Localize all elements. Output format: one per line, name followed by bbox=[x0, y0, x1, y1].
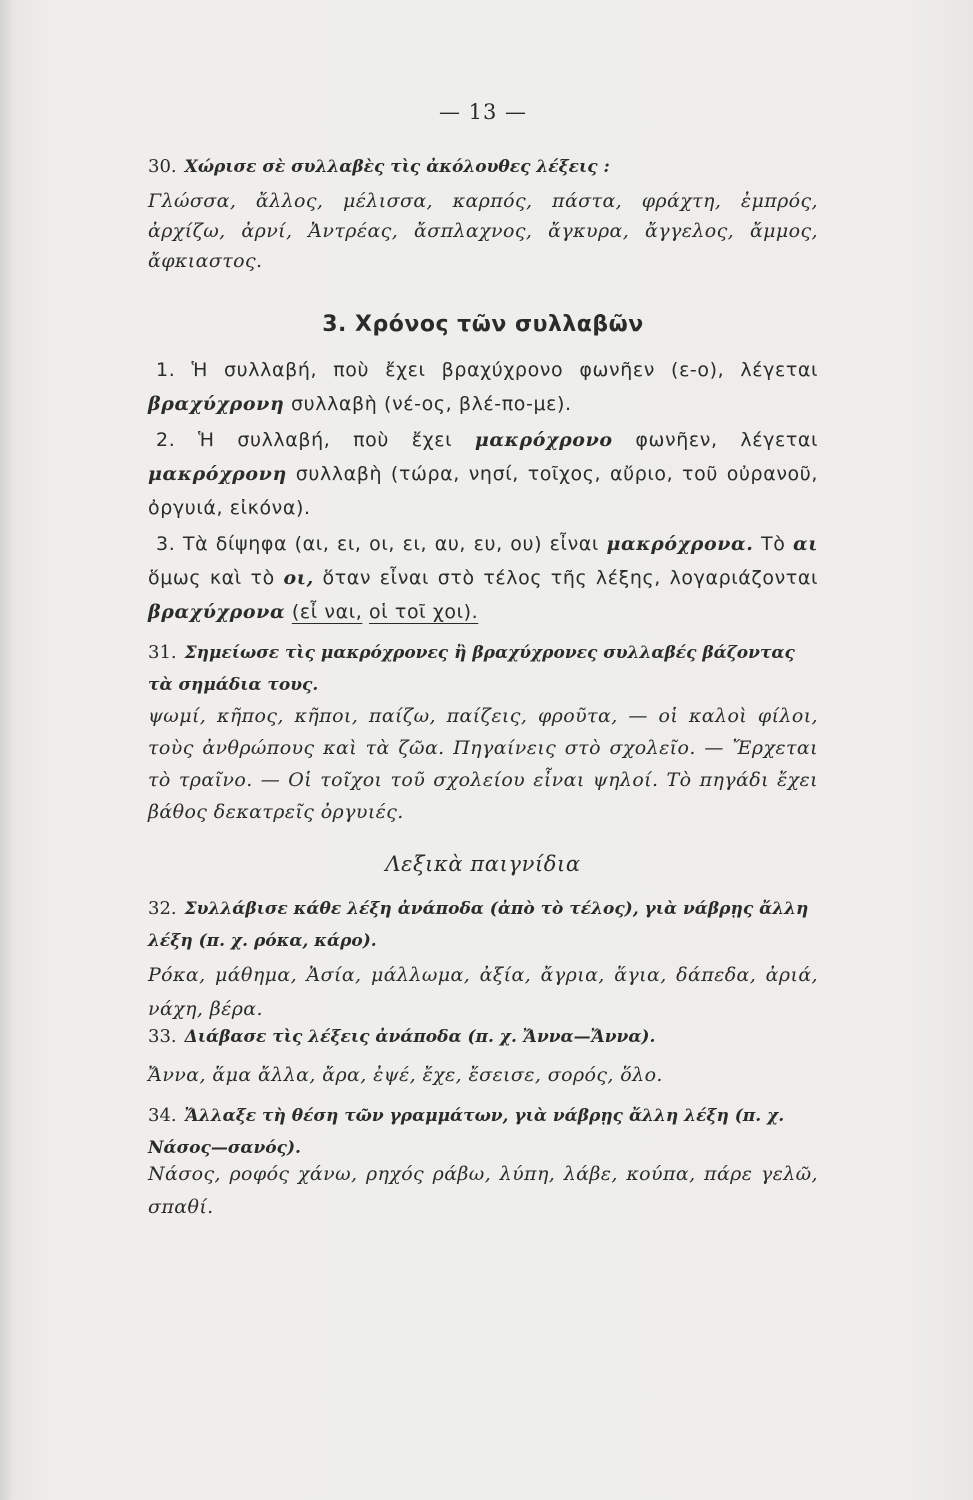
page-number: — 13 — bbox=[438, 100, 528, 124]
rule-number: 3. bbox=[156, 533, 176, 555]
exercise-32-words: Ρόκα, μάθημα, Ἀσία, μάλλωμα, ἀξία, ἄγρια, ἅγια, δάπεδα, ἀριά, νάχη, βέρα. bbox=[148, 964, 818, 1020]
rule-text: φωνῆεν, λέγεται bbox=[635, 429, 819, 451]
rule-text: Τὸ bbox=[761, 533, 786, 555]
rule-term: βραχύχρονα bbox=[148, 601, 286, 623]
rule-number: 1. bbox=[156, 359, 176, 381]
exercise-31-instruction bbox=[148, 637, 818, 701]
instruction-text: Συλλάβισε κάθε λέξη ἀνάποδα (ἀπὸ τὸ τέλος), γιὰ νάβρῃς ἄλλη λέξη (π. χ. ρόκα, κάρο). bbox=[148, 899, 809, 951]
rule-1 bbox=[148, 353, 818, 421]
exercise-33-instruction bbox=[148, 1022, 818, 1052]
exercise-30-words: Γλώσσα, ἄλλος, μέλισσα, καρπός, πάστα, φράχτη, ἐμπρός, ἀρχίζω, ἀρνί, Ἀντρέας, ἄσπλαχνος, ἄγκυρα, ἄγγελος, ἄμμος, ἄφκιαστος. bbox=[148, 190, 818, 272]
rule-term: μακρόχρονο bbox=[474, 429, 613, 451]
rule-number: 2. bbox=[156, 429, 176, 451]
rule-text: συλλαβὴ (τώρα, νησί, τοῖχος, αὔριο, τοῦ οὐρανοῦ, ὀργυιά, εἰκόνα). bbox=[148, 463, 818, 519]
instruction-text: Ἄλλαξε τὴ θέση τῶν γραμμάτων, γιὰ νάβρῃς ἄλλη λέξη (π. χ. Νάσος—σανός). bbox=[148, 1106, 785, 1158]
exercise-number: 33. bbox=[148, 1026, 177, 1047]
rule-2 bbox=[148, 423, 818, 525]
exercise-31-words: ψωμί, κῆπος, κῆποι, παίζω, παίζεις, φροῦτα, — οἱ καλοὶ φίλοι, τοὺς ἀνθρώπους καὶ τὰ ζῶα. Πηγαίνεις στὸ σχολεῖο. — Ἔρχεται τὸ τραῖνο. — Οἱ τοῖχοι τοῦ σχολείου εἶναι ψηλοί. Τὸ πηγάδι ἔχει βάθος δεκατρεῖς ὀργυιές. bbox=[148, 705, 818, 823]
games-subtitle: Λεξικὰ παιγνίδια bbox=[385, 852, 581, 876]
instruction-text: Χώρισε σὲ συλλαβὲς τὶς ἀκόλουθες λέξεις : bbox=[184, 157, 610, 177]
rule-term: οι, bbox=[283, 567, 314, 589]
exercise-number: 32. bbox=[148, 898, 177, 919]
rule-text: Ἡ συλλαβή, ποὺ ἔχει bbox=[198, 429, 453, 451]
rule-text: ὅμως καὶ τὸ bbox=[148, 567, 275, 589]
rule-example: οἱ τοῖ χοι). bbox=[369, 601, 479, 623]
rule-term: βραχύχρονη bbox=[148, 393, 285, 415]
rule-example: (εἶ ναι, bbox=[291, 601, 363, 623]
exercise-number: 30. bbox=[148, 156, 177, 177]
exercise-34-words: Νάσος, ροφός χάνω, ρηχός ράβω, λύπη, λάβε, κούπα, πάρε γελῶ, σπαθί. bbox=[148, 1163, 818, 1218]
rule-text: Τὰ δίψηφα (αι, ει, οι, ει, αυ, ευ, ου) εἶναι bbox=[182, 533, 599, 555]
instruction-text: Σημείωσε τὶς μακρόχρονες ἢ βραχύχρονες συλλαβές βάζοντας τὰ σημάδια τους. bbox=[148, 643, 795, 695]
page-spine-shadow bbox=[0, 0, 14, 1500]
rule-3 bbox=[148, 527, 818, 629]
rule-term: μακρόχρονη bbox=[148, 463, 287, 485]
section-title: 3. Χρόνος τῶν συλλαβῶν bbox=[322, 312, 644, 337]
rule-text: συλλαβὴ (νέ-ος, βλέ-πο-με). bbox=[291, 393, 572, 415]
exercise-30-instruction bbox=[148, 152, 818, 182]
exercise-34-instruction bbox=[148, 1100, 818, 1164]
exercise-33-words: Ἄννα, ἅμα ἄλλα, ἄρα, ἐψέ, ἔχε, ἔσεισε, σορός, ὅλο. bbox=[148, 1064, 663, 1086]
exercise-number: 34. bbox=[148, 1105, 177, 1126]
exercise-32-instruction bbox=[148, 893, 818, 957]
rule-text: Ἡ συλλαβή, ποὺ ἔχει βραχύχρονο φωνῆεν (ε-ο), λέγεται bbox=[191, 359, 819, 381]
rule-term: αι bbox=[793, 533, 819, 555]
exercise-number: 31. bbox=[148, 642, 177, 663]
rule-text: ὅταν εἶναι στὸ τέλος τῆς λέξης, λογαριάζονται bbox=[322, 567, 818, 589]
instruction-text: Διάβασε τὶς λέξεις ἀνάποδα (π. χ. Ἄννα—Ἄννα). bbox=[184, 1027, 656, 1047]
rule-term: μακρόχρονα. bbox=[606, 533, 754, 555]
